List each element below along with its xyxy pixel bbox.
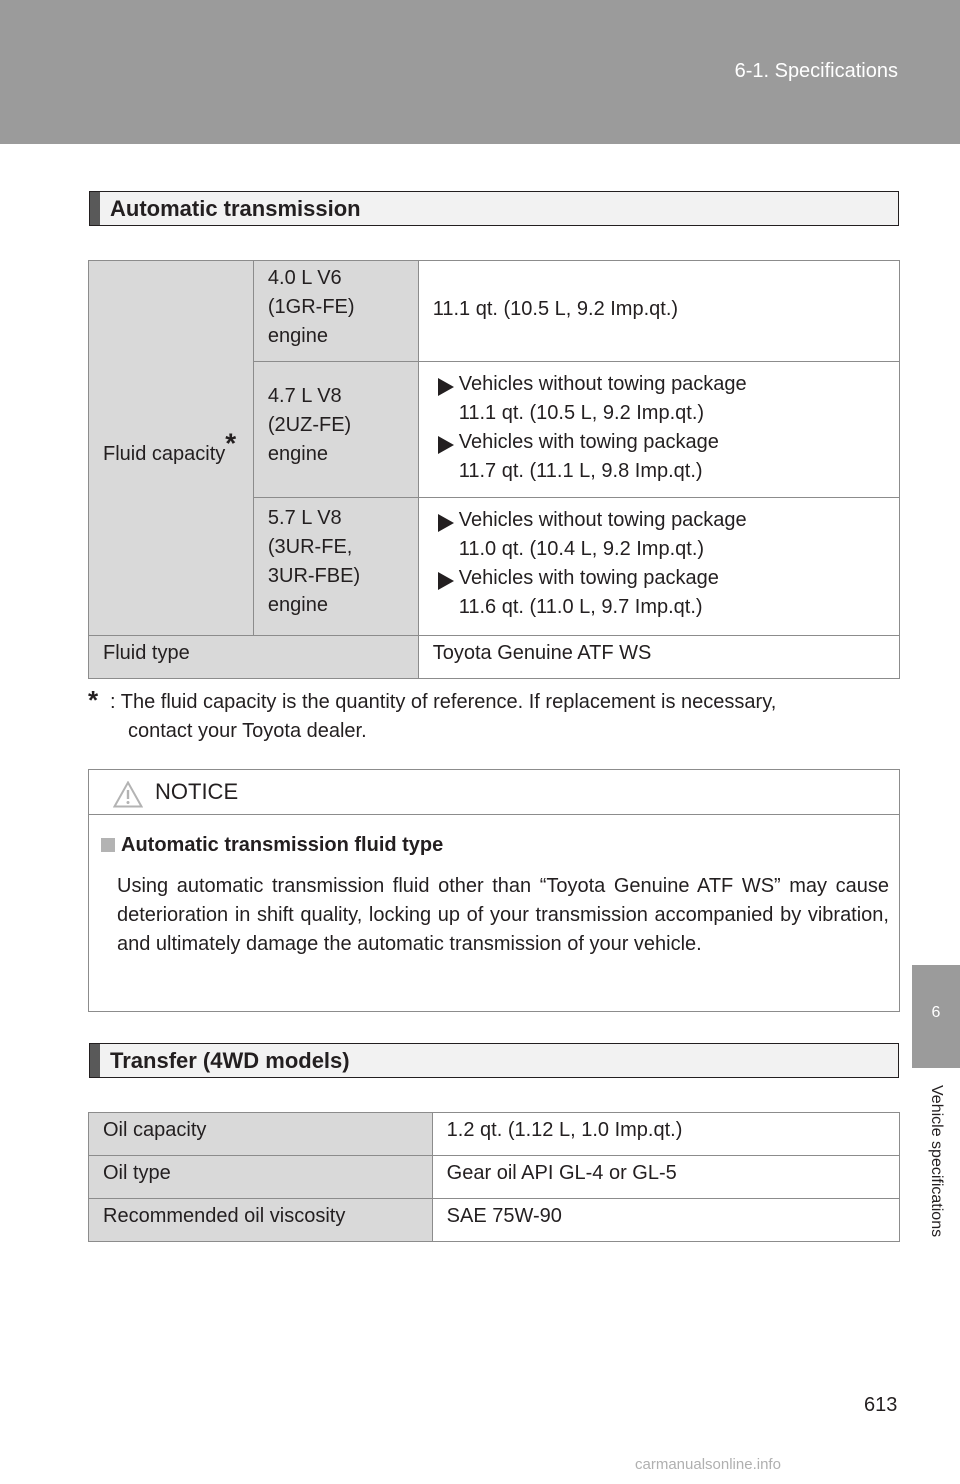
fluid-type-value: Toyota Genuine ATF WS <box>418 636 899 679</box>
triangle-bullet-icon <box>438 436 454 454</box>
list-item: 11.7 qt. (11.1 L, 9.8 Imp.qt.) <box>458 460 703 482</box>
list-item: 11.0 qt. (10.4 L, 9.2 Imp.qt.) <box>458 538 705 560</box>
list-item: 11.1 qt. (10.5 L, 9.2 Imp.qt.) <box>458 402 705 424</box>
page-number: 613 <box>864 1394 898 1416</box>
triangle-bullet-icon <box>438 572 454 590</box>
chapter-number: 6 <box>931 1004 941 1021</box>
section-heading-transfer: Transfer (4WD models) <box>89 1043 899 1078</box>
list-item: Vehicles with towing package <box>433 564 885 593</box>
engine-cell: 4.7 L V8 (2UZ-FE) engine <box>253 362 418 498</box>
capacity-value <box>418 362 899 498</box>
table-row <box>89 1113 900 1156</box>
row-value: Gear oil API GL-4 or GL-5 <box>432 1156 899 1199</box>
footnote: * : The fluid capacity is the quantity of reference. If replacement is necessary, contact your Toyota dealer. <box>88 685 777 742</box>
capacity-value <box>418 498 899 636</box>
fluid-capacity-label: Fluid capacity* <box>89 261 254 636</box>
list-item: Vehicles without towing package <box>433 370 885 399</box>
section-heading-automatic-transmission: Automatic transmission <box>89 191 899 226</box>
automatic-transmission-table <box>88 260 900 679</box>
warning-icon <box>113 781 143 808</box>
list-item: Vehicles without towing package <box>433 506 885 535</box>
row-value: 1.2 qt. (1.12 L, 1.0 Imp.qt.) <box>432 1113 899 1156</box>
chapter-label: Vehicle specifications <box>928 1085 945 1238</box>
list-item: 11.6 qt. (11.0 L, 9.7 Imp.qt.) <box>458 596 703 618</box>
capacity-value: 11.1 qt. (10.5 L, 9.2 Imp.qt.) <box>418 261 899 362</box>
fluid-type-label: Fluid type <box>89 636 419 679</box>
engine-cell: 4.0 L V6 (1GR-FE) engine <box>253 261 418 362</box>
engine-cell: 5.7 L V8 (3UR-FE, 3UR-FBE) engine <box>253 498 418 636</box>
notice-title: NOTICE <box>155 779 239 804</box>
triangle-bullet-icon <box>438 514 454 532</box>
notice-subtitle: Automatic transmission fluid type <box>101 834 443 857</box>
triangle-bullet-icon <box>438 378 454 396</box>
notice-box <box>88 769 900 1012</box>
transfer-table <box>88 1112 900 1242</box>
row-value: SAE 75W-90 <box>432 1199 899 1242</box>
section-header: 6-1. Specifications <box>734 60 898 82</box>
table-row <box>89 1199 900 1242</box>
row-label: Recommended oil viscosity <box>89 1199 433 1242</box>
watermark: carmanualsonline.info <box>635 1456 781 1473</box>
row-label: Oil capacity <box>89 1113 433 1156</box>
square-bullet-icon <box>101 838 115 852</box>
table-row <box>89 636 900 679</box>
table-row <box>89 261 900 362</box>
list-item: Vehicles with towing package <box>433 428 885 457</box>
notice-body: Using automatic transmission fluid other than “Toyota Genuine ATF WS” may cause deterioration in shift quality, locking up of your transmission accompanied by vibration, and ultimately damage the automatic transmission of your vehicle. <box>117 875 889 955</box>
table-row <box>89 1156 900 1199</box>
row-label: Oil type <box>89 1156 433 1199</box>
